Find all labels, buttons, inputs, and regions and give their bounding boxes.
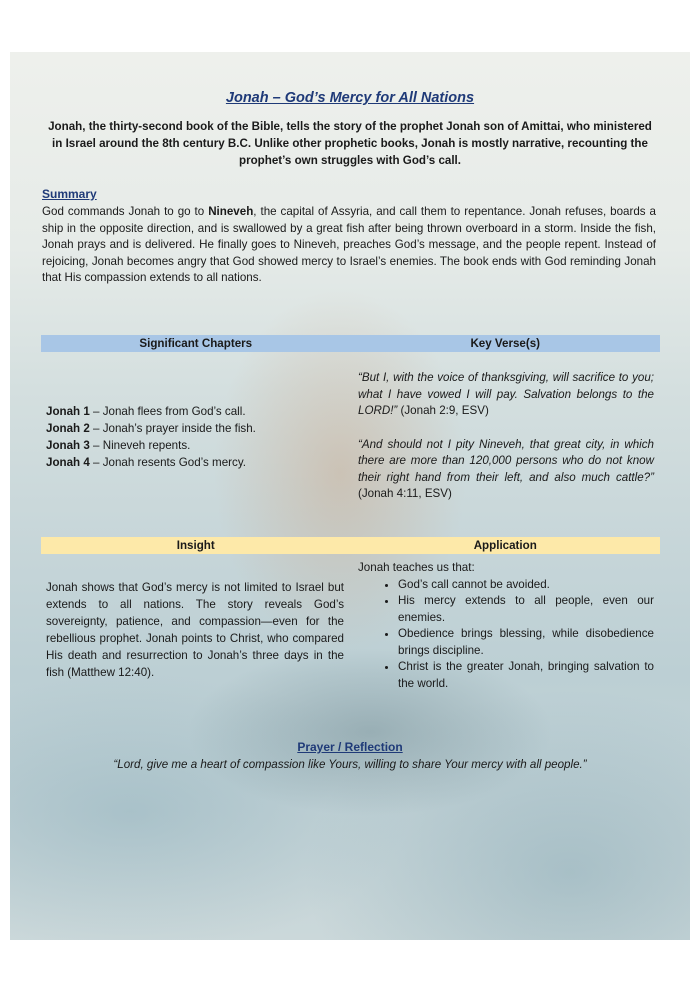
chapter-item xyxy=(46,403,344,420)
chapter-item xyxy=(46,454,344,471)
chapter-text: – Nineveh repents. xyxy=(89,439,191,452)
chapters-list xyxy=(46,403,344,471)
list-item: • His mercy extends to all people, even our enemies. xyxy=(398,593,654,626)
summary-heading: Summary xyxy=(42,187,97,201)
verse-quote: “But I, with the voice of thanksgiving, will sacrifice to you; what I have vowed I will pay. Salvation belongs to the LORD!” xyxy=(358,371,654,417)
page-background xyxy=(10,52,690,940)
verse-quote: “And should not I pity Nineveh, that great city, in which there are more than 120,000 persons who do not know their right hand from their left, and also much cattle?” xyxy=(358,437,654,484)
list-item: • God’s call cannot be avoided. xyxy=(398,577,654,594)
prayer-heading: Prayer / Reflection xyxy=(297,740,403,754)
list-item: • Obedience brings blessing, while disobedience brings discipline. xyxy=(398,626,654,659)
list-item: • Christ is the greater Jonah, bringing salvation to the world. xyxy=(398,659,654,692)
summary-text-after: , the capital of Assyria, and call them to repentance. Jonah refuses, boards a ship in the opposite direction, and is swallowed by a great fish after being thrown overboard in a storm. Inside the fish, Jonah prays and is delivered. He finally goes to Nineveh, preaches God’s message, and the people repent. Instead of rejoicing, Jonah becomes angry that God showed mercy to Israel’s enemies. The book ends with God reminding Jonah that His compassion extends to all nations. xyxy=(42,205,656,284)
verses-header: Key Verse(s) xyxy=(470,337,541,350)
chapter-ref: Jonah 3 xyxy=(46,439,90,452)
intro-paragraph: Jonah, the thirty-second book of the Bible, tells the story of the prophet Jonah son of Amittai, who ministered in Israel around the 8th century B.C. Unlike other prophetic books, Jonah is mostly narrative, recounting the prophet’s own struggles with God’s call. xyxy=(48,120,652,167)
chapters-header: Significant Chapters xyxy=(139,337,253,350)
chapters-verses-header-band xyxy=(41,335,660,352)
application-header: Application xyxy=(473,539,537,552)
chapter-ref: Jonah 4 xyxy=(46,456,90,469)
key-verse xyxy=(358,370,654,420)
chapter-text: – Jonah resents God’s mercy. xyxy=(89,456,246,469)
prayer-text: “Lord, give me a heart of compassion like Yours, willing to share Your mercy with all people.” xyxy=(113,758,587,771)
verse-ref: (Jonah 2:9, ESV) xyxy=(397,404,489,417)
chapter-item xyxy=(46,420,344,437)
chapter-item xyxy=(46,437,344,454)
application-intro: Jonah teaches us that: xyxy=(358,561,475,574)
chapter-text: – Jonah’s prayer inside the fish. xyxy=(89,422,256,435)
summary-paragraph xyxy=(42,204,656,287)
chapter-text: – Jonah flees from God’s call. xyxy=(89,405,246,418)
key-verses xyxy=(358,370,654,503)
summary-highlight: Nineveh xyxy=(208,205,254,218)
page-title: Jonah – God’s Mercy for All Nations xyxy=(225,90,475,106)
chapter-ref: Jonah 1 xyxy=(46,405,90,418)
insight-header: Insight xyxy=(176,539,215,552)
insight-paragraph: Jonah shows that God’s mercy is not limited to Israel but extends to all nations. The story reveals God’s sovereignty, patience, and compassion—even for the rebellious prophet. Jonah points to Christ, who compared His death and resurrection to Jonah’s three days in the fish (Matthew 12:40). xyxy=(46,581,344,679)
verse-ref: (Jonah 4:11, ESV) xyxy=(358,487,452,500)
key-verse xyxy=(358,437,654,503)
insight-application-header-band xyxy=(41,537,660,554)
summary-text-before: God commands Jonah to go to xyxy=(42,205,209,218)
application-section xyxy=(358,560,654,692)
chapter-ref: Jonah 2 xyxy=(46,422,90,435)
application-list xyxy=(358,577,654,693)
